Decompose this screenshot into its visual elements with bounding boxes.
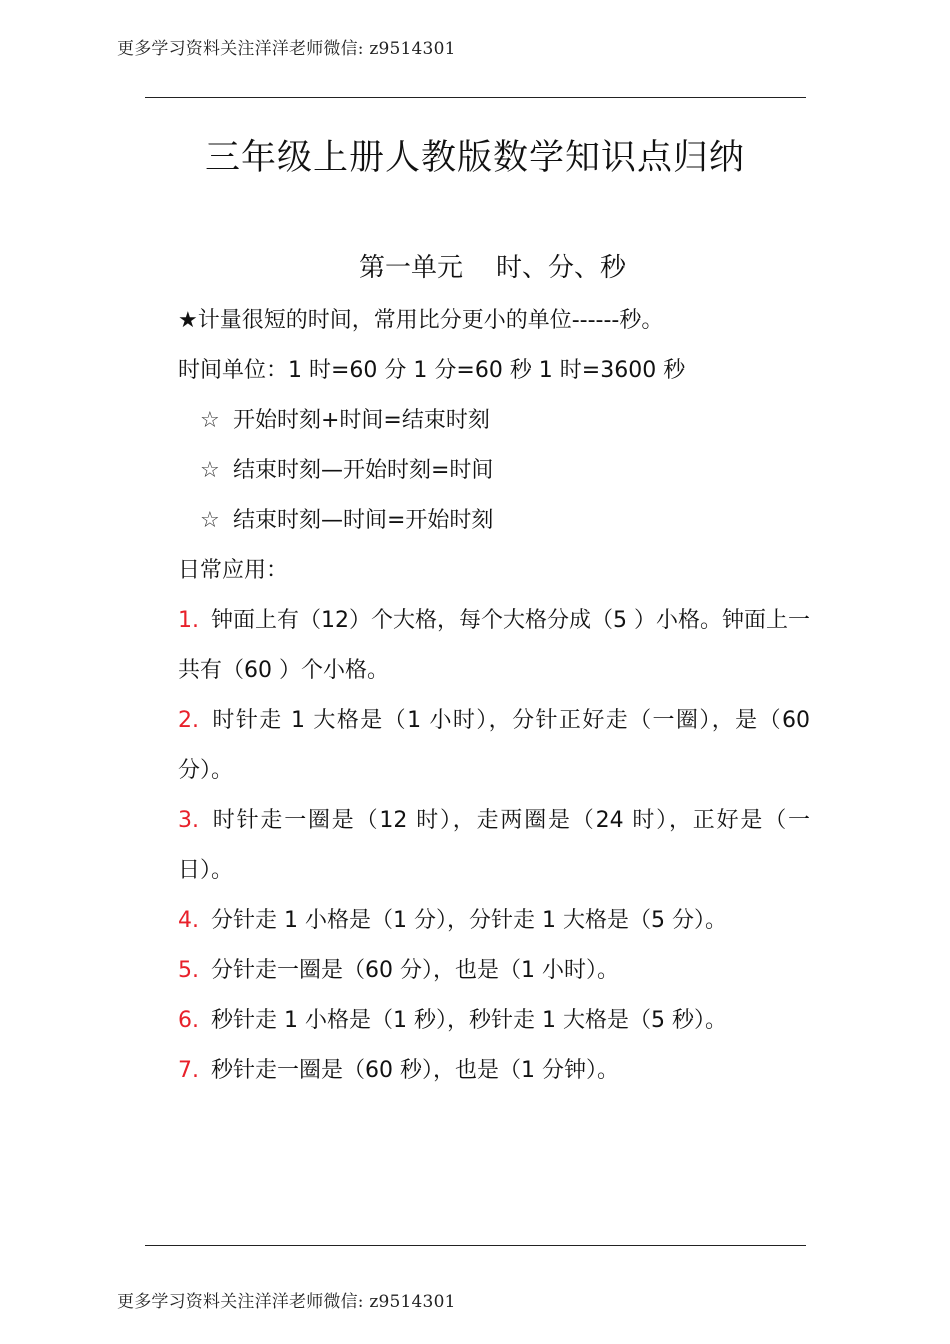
list-item (178, 796, 810, 896)
formula-line (178, 396, 810, 446)
list-item (178, 996, 810, 1046)
formula-text: 结束时刻—时间=开始时刻 (233, 508, 494, 533)
item-number: 5. (178, 958, 199, 983)
formula-line (178, 496, 810, 546)
hollow-star-icon: ☆ (200, 508, 220, 533)
header-rule (145, 97, 806, 98)
item-text: 时针走 1 大格是（1 小时），分针正好走（一圈），是（60 分）。 (178, 708, 810, 783)
document-body (178, 296, 810, 1096)
list-item (178, 696, 810, 796)
hollow-star-icon: ☆ (200, 458, 220, 483)
daily-usage-label: 日常应用： (178, 558, 289, 583)
list-item (178, 596, 810, 696)
item-text: 钟面上有（12）个大格，每个大格分成（5 ）小格。钟面上一共有（60 ）个小格。 (178, 608, 810, 683)
list-item (178, 1046, 810, 1096)
footer-rule (145, 1245, 806, 1246)
item-number: 6. (178, 1008, 199, 1033)
header-note: 更多学习资料关注洋洋老师微信: z9514301 (117, 39, 456, 59)
footer-note: 更多学习资料关注洋洋老师微信: z9514301 (117, 1292, 456, 1312)
intro-line: ★计量很短的时间，常用比分更小的单位------秒。 (178, 308, 664, 333)
list-item (178, 896, 810, 946)
document-title: 三年级上册人教版数学知识点归纳 (204, 138, 745, 178)
item-text: 时针走一圈是（12 时），走两圈是（24 时），正好是（一日）。 (178, 808, 810, 883)
formula-text: 结束时刻—开始时刻=时间 (233, 458, 494, 483)
formula-line (178, 446, 810, 496)
item-text: 分针走一圈是（60 分），也是（1 小时）。 (211, 958, 619, 983)
item-number: 1. (178, 608, 199, 633)
item-number: 7. (178, 1058, 199, 1083)
formula-text: 开始时刻+时间=结束时刻 (233, 408, 490, 433)
item-text: 秒针走 1 小格是（1 秒），秒针走 1 大格是（5 秒）。 (211, 1008, 727, 1033)
item-number: 3. (178, 808, 199, 833)
time-units-line: 时间单位：1 时=60 分 1 分=60 秒 1 时=3600 秒 (178, 358, 686, 383)
hollow-star-icon: ☆ (200, 408, 220, 433)
item-text: 秒针走一圈是（60 秒），也是（1 分钟）。 (211, 1058, 619, 1083)
unit-title: 第一单元 时、分、秒 (358, 253, 627, 283)
item-number: 4. (178, 908, 199, 933)
list-item (178, 946, 810, 996)
item-text: 分针走 1 小格是（1 分），分针走 1 大格是（5 分）。 (211, 908, 727, 933)
item-number: 2. (178, 708, 199, 733)
